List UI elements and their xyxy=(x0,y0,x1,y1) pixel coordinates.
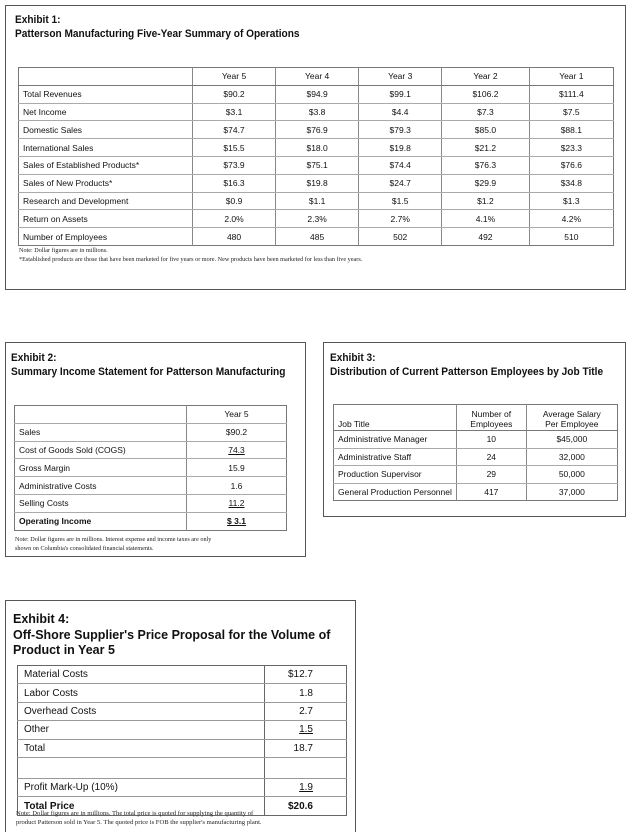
row-label: General Production Personnel xyxy=(338,486,452,497)
table-cell: 29 xyxy=(457,466,527,484)
header-line: Employees xyxy=(470,419,513,429)
table-row xyxy=(19,174,614,192)
table-row xyxy=(18,666,347,684)
table-cell: $24.7 xyxy=(359,174,442,192)
exhibit-1-note: Note: Dollar figures are in millions. xyxy=(19,247,108,254)
table-cell: $19.8 xyxy=(359,139,442,157)
table-row xyxy=(18,702,347,720)
row-label: Sales of New Products* xyxy=(19,174,193,192)
table-cell: $76.9 xyxy=(276,121,359,139)
table-cell: $4.4 xyxy=(359,103,442,121)
row-label: Research and Development xyxy=(19,192,193,210)
exhibit-4-title-line: Off-Shore Supplier's Price Proposal for the Volume of xyxy=(13,627,331,642)
table-cell xyxy=(265,721,347,739)
blank-cell xyxy=(265,757,347,778)
row-label: Labor Costs xyxy=(18,684,265,702)
row-label: Sales of Established Products* xyxy=(19,156,193,174)
table-cell: 2.7% xyxy=(359,210,442,228)
table-cell: 2.7 xyxy=(265,702,347,720)
exhibit-4-heading xyxy=(13,612,330,659)
table-cell: 510 xyxy=(529,228,613,246)
row-label: Administrative Staff xyxy=(334,448,457,466)
table-cell xyxy=(187,512,287,530)
exhibit-2-note-line: shown on Columbia's consolidated financial statements. xyxy=(15,544,154,552)
table-cell: $1.1 xyxy=(276,192,359,210)
table-cell: 502 xyxy=(359,228,442,246)
table-row xyxy=(19,228,614,246)
table-row xyxy=(19,103,614,121)
table-cell: $12.7 xyxy=(265,666,347,684)
column-header: Year 2 xyxy=(442,68,529,86)
table-cell: 4.2% xyxy=(529,210,613,228)
row-label: Other xyxy=(18,721,265,739)
table-cell: 32,000 xyxy=(526,448,617,466)
exhibit-4-title-line: Product in Year 5 xyxy=(13,643,115,657)
row-label: Administrative Manager xyxy=(334,431,457,449)
table-cell: $19.8 xyxy=(276,174,359,192)
table-cell: 15.9 xyxy=(187,459,287,477)
table-cell: $99.1 xyxy=(359,85,442,103)
header-line: Number of xyxy=(471,409,512,419)
blank-cell xyxy=(18,757,265,778)
table-row xyxy=(18,684,347,702)
column-header: Year 5 xyxy=(187,406,287,424)
column-header: Year 3 xyxy=(359,68,442,86)
exhibit-1-label: Exhibit 1: xyxy=(15,14,61,26)
exhibit-2-heading xyxy=(11,351,285,379)
table-cell: $1.5 xyxy=(359,192,442,210)
exhibit-2-title: Summary Income Statement for Patterson Manufacturing xyxy=(11,366,286,378)
table-row xyxy=(15,441,287,459)
table-cell: $7.5 xyxy=(529,103,613,121)
column-header: Job Title xyxy=(334,405,457,431)
table-cell: 485 xyxy=(276,228,359,246)
exhibit-3-title: Distribution of Current Patterson Employees by Job Title xyxy=(330,366,604,378)
table-row xyxy=(15,477,287,495)
exhibit-2-label: Exhibit 2: xyxy=(11,352,57,364)
column-header xyxy=(526,405,617,431)
table-cell xyxy=(265,778,347,796)
table-row-blank xyxy=(18,757,347,778)
table-cell: $73.9 xyxy=(193,156,276,174)
exhibit-4-label: Exhibit 4: xyxy=(13,612,70,626)
underlined-value: 1.5 xyxy=(299,724,313,736)
table-cell: $34.8 xyxy=(529,174,613,192)
row-label: Domestic Sales xyxy=(19,121,193,139)
row-label: Total Price xyxy=(18,797,265,815)
table-row xyxy=(15,494,287,512)
table-cell: $45,000 xyxy=(526,431,617,449)
table-cell xyxy=(187,494,287,512)
table-cell: $21.2 xyxy=(442,139,529,157)
exhibit-4-panel xyxy=(5,600,356,832)
row-label: Profit Mark-Up (10%) xyxy=(18,778,265,796)
exhibit-1-footnote: *Established products are those that have been marketed for five years or more. New products have been marketed for less than five years. xyxy=(19,255,363,263)
exhibit-3-heading xyxy=(330,351,603,379)
table-row xyxy=(15,512,287,530)
table-cell: $29.9 xyxy=(442,174,529,192)
column-header xyxy=(457,405,527,431)
table-row xyxy=(18,739,347,757)
table-header-row xyxy=(19,68,614,86)
row-label: Sales xyxy=(15,423,187,441)
table-cell: 2.0% xyxy=(193,210,276,228)
row-label: Net Income xyxy=(19,103,193,121)
column-header: Year 5 xyxy=(193,68,276,86)
table-cell: 2.3% xyxy=(276,210,359,228)
table-row xyxy=(15,423,287,441)
income-statement-table xyxy=(14,405,287,531)
row-label: Production Supervisor xyxy=(334,466,457,484)
underlined-value: $ 3.1 xyxy=(227,516,246,527)
table-cell: $111.4 xyxy=(529,85,613,103)
table-cell: $0.9 xyxy=(193,192,276,210)
table-row xyxy=(334,448,618,466)
row-label: Total xyxy=(18,739,265,757)
table-cell: $88.1 xyxy=(529,121,613,139)
row-label: International Sales xyxy=(19,139,193,157)
column-header: Year 1 xyxy=(529,68,613,86)
table-row xyxy=(334,431,618,449)
exhibit-2-note-line: Note: Dollar figures are in millions. Interest expense and income taxes are only xyxy=(15,536,212,543)
table-row xyxy=(19,192,614,210)
table-cell: $3.1 xyxy=(193,103,276,121)
table-cell: 1.8 xyxy=(265,684,347,702)
header-blank-cell xyxy=(19,68,193,86)
exhibit-3-label: Exhibit 3: xyxy=(330,352,376,364)
table-row xyxy=(19,210,614,228)
table-cell: 24 xyxy=(457,448,527,466)
table-cell: 417 xyxy=(457,483,527,501)
row-label: Administrative Costs xyxy=(15,477,187,495)
table-cell: $74.4 xyxy=(359,156,442,174)
table-cell: 50,000 xyxy=(526,466,617,484)
table-cell: $85.0 xyxy=(442,121,529,139)
table-row xyxy=(19,85,614,103)
row-label: Material Costs xyxy=(18,666,265,684)
header-line: Per Employee xyxy=(545,419,599,429)
table-row xyxy=(334,483,618,501)
table-cell: 492 xyxy=(442,228,529,246)
row-label: Operating Income xyxy=(19,516,92,527)
exhibit-4-note-line: product Patterson sold in Year 5. The quoted price is FOB the supplier's manufacturing plant. xyxy=(16,818,262,826)
table-row xyxy=(15,459,287,477)
table-cell: $74.7 xyxy=(193,121,276,139)
table-row xyxy=(19,121,614,139)
table-cell: $7.3 xyxy=(442,103,529,121)
header-line: Average Salary xyxy=(542,409,601,419)
table-header-row xyxy=(334,405,618,431)
table-cell: $76.6 xyxy=(529,156,613,174)
table-cell: $20.6 xyxy=(287,800,313,812)
table-cell: $18.0 xyxy=(276,139,359,157)
table-cell: $90.2 xyxy=(187,423,287,441)
column-header: Year 4 xyxy=(276,68,359,86)
row-label: Selling Costs xyxy=(15,494,187,512)
table-cell: $3.8 xyxy=(276,103,359,121)
table-row xyxy=(18,778,347,796)
exhibit-4-notes xyxy=(16,810,262,827)
table-row xyxy=(334,466,618,484)
row-label: Number of Employees xyxy=(23,231,108,242)
table-cell: $23.3 xyxy=(529,139,613,157)
table-cell: 480 xyxy=(193,228,276,246)
header-blank-cell xyxy=(15,406,187,424)
row-label: Gross Margin xyxy=(15,459,187,477)
table-cell xyxy=(187,441,287,459)
table-header-row xyxy=(15,406,287,424)
table-cell: $1.3 xyxy=(529,192,613,210)
table-cell: $16.3 xyxy=(193,174,276,192)
table-cell: $79.3 xyxy=(359,121,442,139)
table-row xyxy=(19,156,614,174)
row-label: Overhead Costs xyxy=(18,702,265,720)
price-proposal-table xyxy=(17,665,347,816)
table-cell: $106.2 xyxy=(442,85,529,103)
exhibit-2-panel xyxy=(5,342,306,557)
exhibit-1-panel xyxy=(5,5,626,290)
exhibit-3-panel xyxy=(323,342,626,517)
table-row xyxy=(18,721,347,739)
table-cell: $76.3 xyxy=(442,156,529,174)
underlined-value: 11.2 xyxy=(228,498,245,509)
row-label: Cost of Goods Sold (COGS) xyxy=(15,441,187,459)
row-label: Return on Assets xyxy=(19,210,193,228)
exhibit-1-heading xyxy=(15,13,300,41)
exhibit-1-notes xyxy=(19,247,362,264)
table-cell: $1.2 xyxy=(442,192,529,210)
table-cell: 18.7 xyxy=(265,739,347,757)
table-cell: $15.5 xyxy=(193,139,276,157)
table-cell: 1.6 xyxy=(187,477,287,495)
table-cell: 37,000 xyxy=(526,483,617,501)
row-label: Total Revenues xyxy=(19,85,193,103)
underlined-value: 74.3 xyxy=(228,444,245,455)
exhibit-1-title: Patterson Manufacturing Five-Year Summary of Operations xyxy=(15,28,300,40)
table-cell: 4.1% xyxy=(442,210,529,228)
table-row xyxy=(19,139,614,157)
table-cell: $94.9 xyxy=(276,85,359,103)
exhibit-4-note-line: Note: Dollar figures are in millions. The total price is quoted for supplying the quantity of xyxy=(16,810,254,817)
table-cell: 10 xyxy=(457,431,527,449)
operations-summary-table xyxy=(18,67,614,246)
table-cell: $75.1 xyxy=(276,156,359,174)
table-cell: $90.2 xyxy=(193,85,276,103)
employee-distribution-table xyxy=(333,404,618,501)
underlined-value: 1.9 xyxy=(299,782,313,794)
exhibit-2-notes xyxy=(15,536,211,553)
